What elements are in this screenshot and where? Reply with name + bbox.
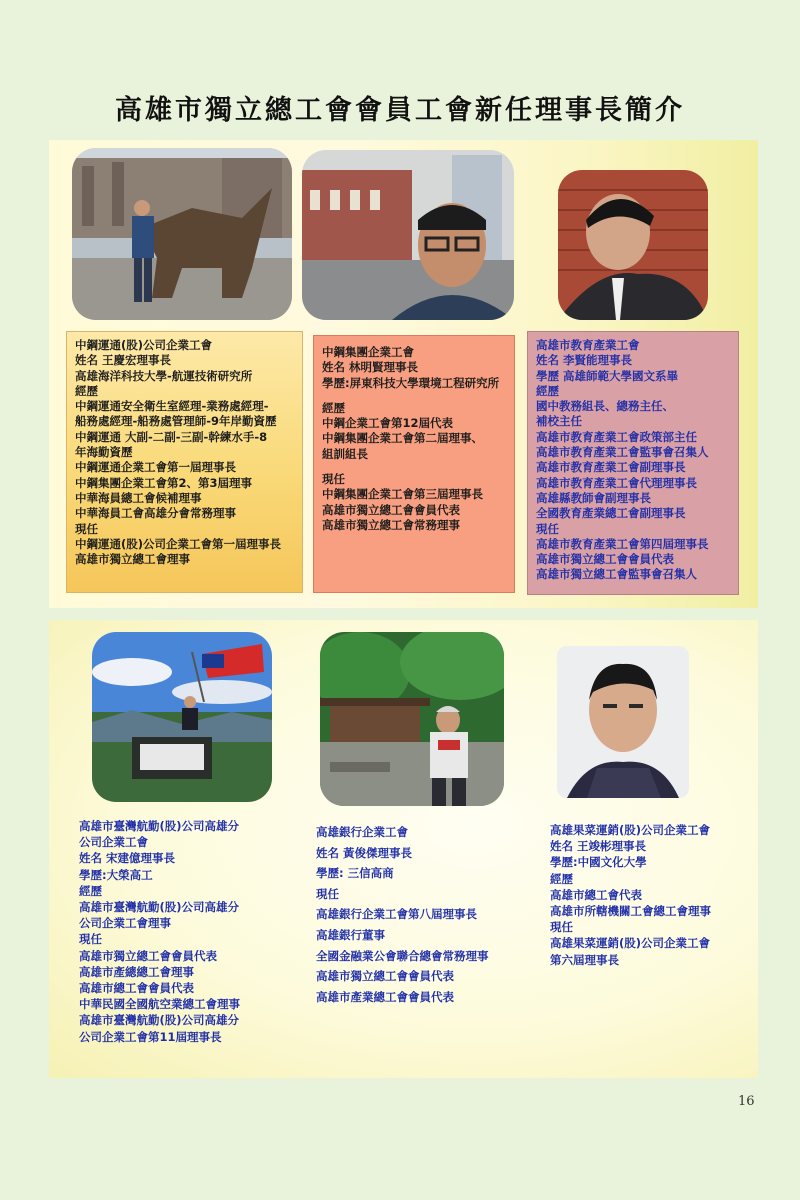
profile-line: 經歷 bbox=[550, 871, 573, 886]
profile-line: 中鋼集團企業工會 bbox=[322, 345, 414, 359]
profile-line: 高雄市獨立總工會會員代表 bbox=[322, 502, 460, 517]
profile-line: 高雄銀行董事 bbox=[316, 927, 385, 942]
profile-line: 高雄市教育產業工會副理事長 bbox=[536, 460, 686, 475]
profile-line: 高雄市獨立總工會常務理事 bbox=[322, 517, 460, 532]
profile-wang-qinghong bbox=[66, 331, 303, 593]
profile-line: 學歷:屏東科技大學環境工程研究所 bbox=[322, 375, 500, 390]
profile-line: 高雄海洋科技大學-航運技術研究所 bbox=[75, 368, 253, 383]
profile-line: 高雄市臺灣航勤(股)公司高雄分 bbox=[79, 1013, 240, 1028]
photo-huang-at-station bbox=[320, 632, 504, 806]
profile-line: 現任 bbox=[322, 472, 345, 487]
profile-line: 姓名 林明賢理事長 bbox=[322, 360, 419, 375]
profile-line: 現任 bbox=[550, 920, 573, 935]
profile-line: 組訓組長 bbox=[322, 446, 368, 461]
profile-line: 中鋼運通安全衛生室經理-業務處經理- bbox=[75, 399, 269, 414]
profile-line: 年海勤資歷 bbox=[75, 445, 133, 460]
profile-li-xianneng bbox=[527, 331, 739, 595]
profile-line: 中鋼集團企業工會第三屆理事長 bbox=[322, 487, 483, 502]
profile-line: 中鋼集團企業工會第二屆理事、 bbox=[322, 431, 483, 446]
profile-line: 姓名 李賢能理事長 bbox=[536, 353, 633, 368]
profile-line: 學歷: 三信高商 bbox=[316, 866, 394, 881]
page-title: 高雄市獨立總工會會員工會新任理事長簡介 bbox=[115, 95, 685, 126]
photo-wang-portrait bbox=[557, 646, 689, 798]
profile-line: 中鋼運通(股)公司企業工會第一屆理事長 bbox=[75, 536, 282, 551]
profile-line: 現任 bbox=[536, 521, 559, 536]
profile-line: 中鋼企業工會第12屆代表 bbox=[322, 416, 454, 431]
profile-line: 補校主任 bbox=[536, 414, 582, 429]
profile-line: 高雄市教育產業工會 bbox=[536, 338, 640, 352]
profile-line: 船務處經理-船務處管理師-9年岸勤資歷 bbox=[75, 414, 277, 429]
profile-line: 高雄市獨立總工會理事 bbox=[75, 552, 190, 567]
profile-line: 高雄市臺灣航勤(股)公司高雄分 bbox=[79, 819, 240, 833]
profile-line: 現任 bbox=[79, 932, 102, 947]
line-gap bbox=[322, 462, 506, 472]
profile-line: 高雄銀行企業工會 bbox=[316, 825, 408, 839]
profile-line: 經歷 bbox=[75, 383, 98, 398]
photo-wang-with-bull-statue bbox=[72, 148, 292, 320]
profile-line: 中鋼運通 大副-二副-三副-幹練水手-8 bbox=[75, 429, 268, 444]
photo-sung-mountain-flag bbox=[92, 632, 272, 802]
line-gap bbox=[322, 391, 506, 401]
profile-line: 中華民國全國航空業總工會理事 bbox=[79, 997, 240, 1012]
profile-song-jianyi bbox=[79, 818, 299, 1045]
profile-line: 高雄果菜運銷(股)公司企業工會 bbox=[550, 823, 711, 837]
profile-line: 公司企業工會 bbox=[79, 835, 148, 850]
profile-line: 中鋼運通企業工會第一屆理事長 bbox=[75, 460, 236, 475]
profile-lin-mingxian bbox=[313, 335, 515, 593]
profile-line: 現任 bbox=[316, 886, 339, 901]
profile-line: 高雄銀行企業工會第八屆理事長 bbox=[316, 907, 477, 922]
profile-line: 學歷:中國文化大學 bbox=[550, 855, 647, 870]
profile-line: 高雄市總工會代表 bbox=[550, 887, 642, 902]
profile-line: 高雄市教育產業工會政策部主任 bbox=[536, 429, 697, 444]
profile-line: 高雄市臺灣航勤(股)公司高雄分 bbox=[79, 900, 240, 915]
profile-line: 高雄市教育產業工會監事會召集人 bbox=[536, 445, 709, 460]
profile-line: 高雄市獨立總工會會員代表 bbox=[79, 948, 217, 963]
profile-line: 高雄市獨立總工會會員代表 bbox=[316, 969, 454, 984]
profile-line: 國中教務組長、總務主任、 bbox=[536, 399, 674, 414]
profile-line: 姓名 王慶宏理事長 bbox=[75, 353, 172, 368]
profile-line: 高雄市產總總工會理事 bbox=[79, 964, 194, 979]
profile-line: 現任 bbox=[75, 521, 98, 536]
profile-line: 全國教育產業總工會副理事長 bbox=[536, 506, 686, 521]
profile-line: 全國金融業公會聯合總會常務理事 bbox=[316, 948, 489, 963]
profile-line: 學歷:大榮高工 bbox=[79, 867, 153, 882]
profile-line: 高雄市總工會會員代表 bbox=[79, 981, 194, 996]
photo-lin-selfie bbox=[302, 150, 514, 320]
profile-line: 公司企業工會第11屆理事長 bbox=[79, 1029, 222, 1044]
profile-line: 第六屆理事長 bbox=[550, 952, 619, 967]
profile-line: 高雄市獨立總工會會員代表 bbox=[536, 552, 674, 567]
profile-line: 經歷 bbox=[322, 400, 345, 415]
profile-line: 經歷 bbox=[536, 383, 559, 398]
profile-line: 中華海員總工會候補理事 bbox=[75, 490, 202, 505]
profile-line: 高雄市產業總工會會員代表 bbox=[316, 989, 454, 1004]
profile-line: 高雄市所轄機關工會總工會理事 bbox=[550, 904, 711, 919]
profile-line: 學歷 高雄師範大學國文系畢 bbox=[536, 368, 679, 383]
profile-line: 中鋼運通(股)公司企業工會 bbox=[75, 338, 213, 352]
profile-line: 高雄市教育產業工會第四屆理事長 bbox=[536, 536, 709, 551]
profile-line: 高雄市教育產業工會代理理事長 bbox=[536, 475, 697, 490]
profile-line: 姓名 王竣彬理事長 bbox=[550, 839, 647, 854]
profile-line: 高雄市獨立總工會監事會召集人 bbox=[536, 567, 697, 582]
profile-line: 高雄縣教師會副理事長 bbox=[536, 490, 651, 505]
profile-line: 經歷 bbox=[79, 883, 102, 898]
page-number: 16 bbox=[738, 1094, 755, 1109]
profile-line: 中鋼集團企業工會第2、第3屆理事 bbox=[75, 475, 253, 490]
profile-line: 高雄果菜運銷(股)公司企業工會 bbox=[550, 936, 711, 951]
profile-huang-junjie bbox=[316, 822, 536, 1007]
profile-wang-junbin bbox=[550, 822, 760, 968]
photo-lee-in-suit bbox=[558, 170, 708, 320]
profile-line: 姓名 黃俊傑理事長 bbox=[316, 845, 413, 860]
profile-line: 中華海員工會高雄分會常務理事 bbox=[75, 506, 236, 521]
profile-line: 姓名 宋建億理事長 bbox=[79, 851, 176, 866]
profile-line: 公司企業工會理事 bbox=[79, 916, 171, 931]
